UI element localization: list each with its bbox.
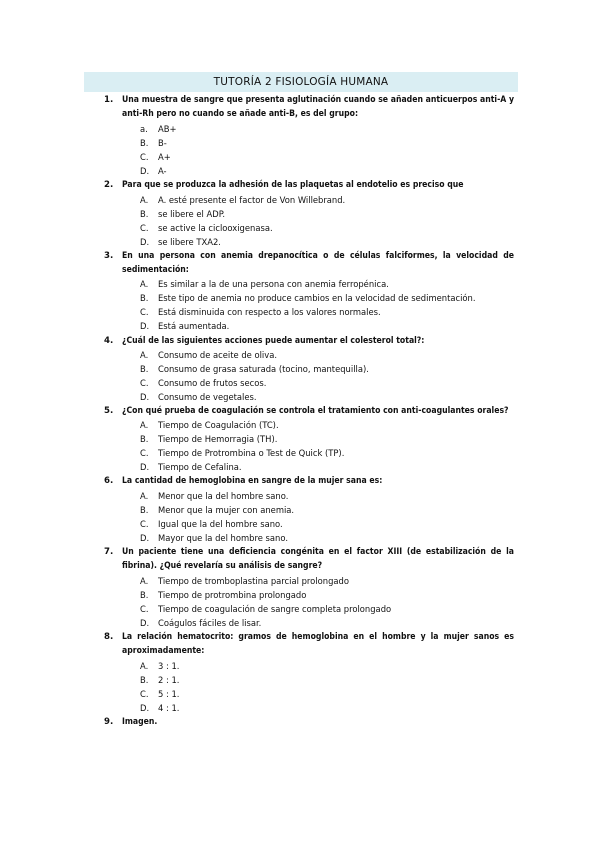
option-text: Consumo de frutos secos. [158, 378, 267, 388]
question-number: 3. [104, 251, 114, 261]
option-text: A+ [158, 152, 171, 162]
option-letter: A. [140, 661, 149, 671]
option-letter: A. [140, 491, 149, 501]
answer-option [140, 673, 179, 687]
answer-option [140, 616, 261, 630]
option-text: Está aumentada. [158, 321, 230, 331]
answer-option [140, 150, 171, 164]
option-text: 3 : 1. [158, 661, 180, 671]
question-number: 7. [104, 547, 114, 557]
answer-option [140, 489, 288, 503]
page-title: TUTORÍA 2 FISIOLOGÍA HUMANA [84, 72, 518, 92]
answer-option [140, 207, 225, 221]
answer-option [140, 390, 257, 404]
answer-option [140, 319, 229, 333]
option-text: Tiempo de Cefalina. [158, 462, 242, 472]
answer-option [140, 305, 381, 319]
option-letter: B. [140, 434, 149, 444]
question-4 [84, 334, 514, 348]
option-text: Tiempo de coagulación de sangre completa prolongado [158, 604, 392, 614]
option-letter: B. [140, 209, 149, 219]
option-letter: C. [140, 152, 149, 162]
option-letter: B. [140, 364, 149, 374]
answer-option [140, 348, 277, 362]
option-letter: A. [140, 279, 149, 289]
option-text: Mayor que la del hombre sano. [158, 533, 288, 543]
question-number: 2. [104, 180, 114, 190]
option-letter: D. [140, 533, 150, 543]
answer-option [140, 446, 344, 460]
option-letter: C. [140, 519, 149, 529]
question-stem: La cantidad de hemoglobina en sangre de la mujer sana es: [122, 476, 383, 486]
question-6 [84, 474, 514, 488]
option-text: Consumo de grasa saturada (tocino, mantequilla). [158, 364, 369, 374]
question-1 [84, 93, 514, 121]
question-8 [84, 630, 514, 658]
question-stem: ¿Cuál de las siguientes acciones puede aumentar el colesterol total?: [122, 336, 425, 346]
answer-option [140, 136, 167, 150]
option-letter: D. [140, 237, 150, 247]
option-letter: A. [140, 576, 149, 586]
question-2 [84, 178, 514, 192]
option-text: A. esté presente el factor de Von Willebrand. [158, 195, 346, 205]
option-text: Menor que la del hombre sano. [158, 491, 289, 501]
option-letter: B. [140, 138, 149, 148]
answer-option [140, 235, 221, 249]
answer-option [140, 602, 391, 616]
question-number: 6. [104, 476, 114, 486]
option-text: Tiempo de tromboplastina parcial prolongado [158, 576, 349, 586]
option-text: se active la ciclooxigenasa. [158, 223, 273, 233]
option-letter: A. [140, 195, 149, 205]
answer-option [140, 164, 167, 178]
answer-option [140, 517, 283, 531]
option-text: Consumo de vegetales. [158, 392, 257, 402]
answer-option [140, 588, 306, 602]
answer-option [140, 376, 266, 390]
option-text: Coágulos fáciles de lisar. [158, 618, 262, 628]
option-text: 5 : 1. [158, 689, 180, 699]
option-letter: D. [140, 462, 150, 472]
option-text: Consumo de aceite de oliva. [158, 350, 278, 360]
option-text: Igual que la del hombre sano. [158, 519, 283, 529]
option-letter: B. [140, 505, 149, 515]
question-3 [84, 249, 514, 277]
option-text: Es similar a la de una persona con anemia ferropénica. [158, 279, 389, 289]
option-letter: D. [140, 166, 150, 176]
answer-option [140, 291, 476, 305]
option-text: Tiempo de Coagulación (TC). [158, 420, 279, 430]
option-text: se libere TXA2. [158, 237, 221, 247]
option-text: AB+ [158, 124, 177, 134]
answer-option [140, 432, 277, 446]
question-number: 1. [104, 95, 114, 105]
question-stem: Imagen. [122, 717, 158, 727]
option-letter: D. [140, 321, 150, 331]
question-stem: Para que se produzca la adhesión de las plaquetas al endotelio es preciso que [122, 180, 464, 190]
option-letter: D. [140, 618, 150, 628]
option-letter: B. [140, 675, 149, 685]
question-stem: En una persona con anemia drepanocítica o de células falciformes, la velocidad de sedimentación: [122, 251, 514, 275]
option-letter: A. [140, 420, 149, 430]
option-text: Tiempo de Protrombina o Test de Quick (TP). [158, 448, 345, 458]
option-text: 4 : 1. [158, 703, 180, 713]
option-letter: C. [140, 448, 149, 458]
option-letter: C. [140, 378, 149, 388]
option-letter: a. [140, 124, 148, 134]
option-text: Tiempo de protrombina prolongado [158, 590, 307, 600]
question-stem: ¿Con qué prueba de coagulación se controla el tratamiento con anti-coagulantes orales? [122, 406, 509, 416]
answer-option [140, 574, 349, 588]
answer-option [140, 193, 345, 207]
option-text: Este tipo de anemia no produce cambios en la velocidad de sedimentación. [158, 293, 476, 303]
option-text: Tiempo de Hemorragia (TH). [158, 434, 278, 444]
option-text: 2 : 1. [158, 675, 180, 685]
question-9 [84, 715, 514, 729]
question-7 [84, 545, 514, 573]
answer-option [140, 531, 288, 545]
option-text: Está disminuida con respecto a los valores normales. [158, 307, 381, 317]
answer-option [140, 659, 179, 673]
question-number: 9. [104, 717, 114, 727]
answer-option [140, 460, 242, 474]
option-text: A- [158, 166, 167, 176]
option-letter: B. [140, 293, 149, 303]
option-letter: C. [140, 689, 149, 699]
question-number: 4. [104, 336, 114, 346]
option-letter: B. [140, 590, 149, 600]
option-letter: C. [140, 223, 149, 233]
option-text: B- [158, 138, 167, 148]
option-letter: C. [140, 604, 149, 614]
option-letter: A. [140, 350, 149, 360]
option-letter: D. [140, 392, 150, 402]
question-5 [84, 404, 514, 418]
question-number: 5. [104, 406, 114, 416]
answer-option [140, 122, 177, 136]
answer-option [140, 362, 369, 376]
option-text: Menor que la mujer con anemia. [158, 505, 295, 515]
answer-option [140, 701, 179, 715]
answer-option [140, 221, 273, 235]
answer-option [140, 687, 179, 701]
question-stem: Una muestra de sangre que presenta aglutinación cuando se añaden anticuerpos anti-A y anti-Rh pero no cuando se añade anti-B, es del grupo: [122, 95, 514, 119]
question-number: 8. [104, 632, 114, 642]
question-stem: Un paciente tiene una deficiencia congénita en el factor XIII (de estabilización de la fibrina). ¿Qué revelaría su análisis de sangre? [122, 547, 514, 571]
answer-option [140, 277, 389, 291]
question-stem: La relación hematocrito: gramos de hemoglobina en el hombre y la mujer sanos es aproximadamente: [122, 632, 514, 656]
answer-option [140, 503, 294, 517]
answer-option [140, 418, 279, 432]
option-letter: C. [140, 307, 149, 317]
option-text: se libere el ADP. [158, 209, 226, 219]
option-letter: D. [140, 703, 150, 713]
